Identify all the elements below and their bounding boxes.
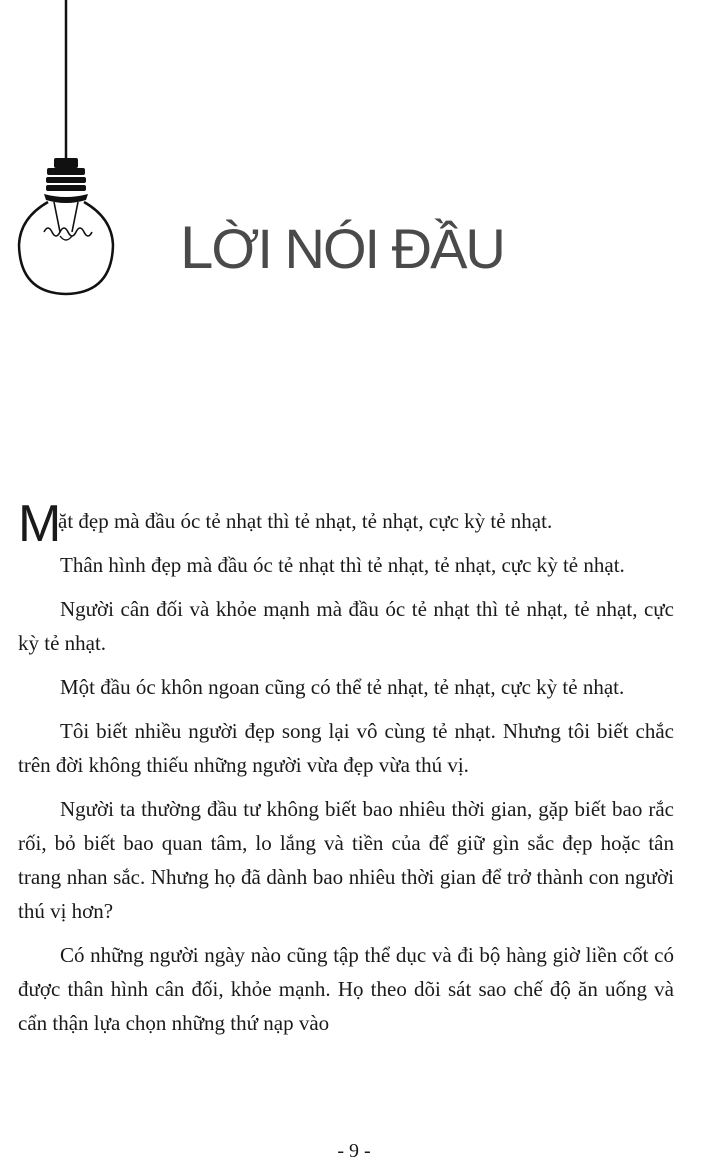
paragraph-6: Người ta thường đầu tư không biết bao nhiêu thời gian, gặp biết bao rắc rối, bỏ biết bao quan tâm, lo lắng và tiền của để giữ gìn sắc đẹp hoặc tân trang nhan sắc. Nhưng họ đã dành bao nhiêu thời gian để trở thành con người thú vị hơn? [18, 797, 674, 923]
title-first-letter: L [180, 214, 212, 281]
paragraph-5: Tôi biết nhiều người đẹp song lại vô cùng tẻ nhạt. Nhưng tôi biết chắc trên đời không thiếu những người vừa đẹp vừa thú vị. [18, 719, 674, 777]
article-body [18, 495, 674, 1050]
title-rest: ỜI NÓI ĐẦU [211, 217, 504, 280]
paragraph-2: Thân hình đẹp mà đầu óc tẻ nhạt thì tẻ nhạt, tẻ nhạt, cực kỳ tẻ nhạt. [60, 553, 625, 577]
page-number: - 9 - [337, 1140, 371, 1162]
paragraph-3: Người cân đối và khỏe mạnh mà đầu óc tẻ nhạt thì tẻ nhạt, tẻ nhạt, cực kỳ tẻ nhạt. [18, 597, 674, 655]
paragraph-4: Một đầu óc khôn ngoan cũng có thể tẻ nhạt, tẻ nhạt, cực kỳ tẻ nhạt. [60, 675, 625, 699]
lightbulb-icon [14, 0, 118, 300]
paragraph-1 [18, 495, 674, 553]
paragraph-7: Có những người ngày nào cũng tập thể dục và đi bộ hàng giờ liền cốt có được thân hình cân đối, khỏe mạnh. Họ theo dõi sát sao chế độ ăn uống và cẩn thận lựa chọn những thứ nạp vào [18, 943, 674, 1035]
paragraph-1-text: ặt đẹp mà đầu óc tẻ nhạt thì tẻ nhạt, tẻ nhạt, cực kỳ tẻ nhạt. [58, 509, 553, 533]
page-title [180, 214, 504, 281]
drop-cap: M [18, 495, 62, 553]
